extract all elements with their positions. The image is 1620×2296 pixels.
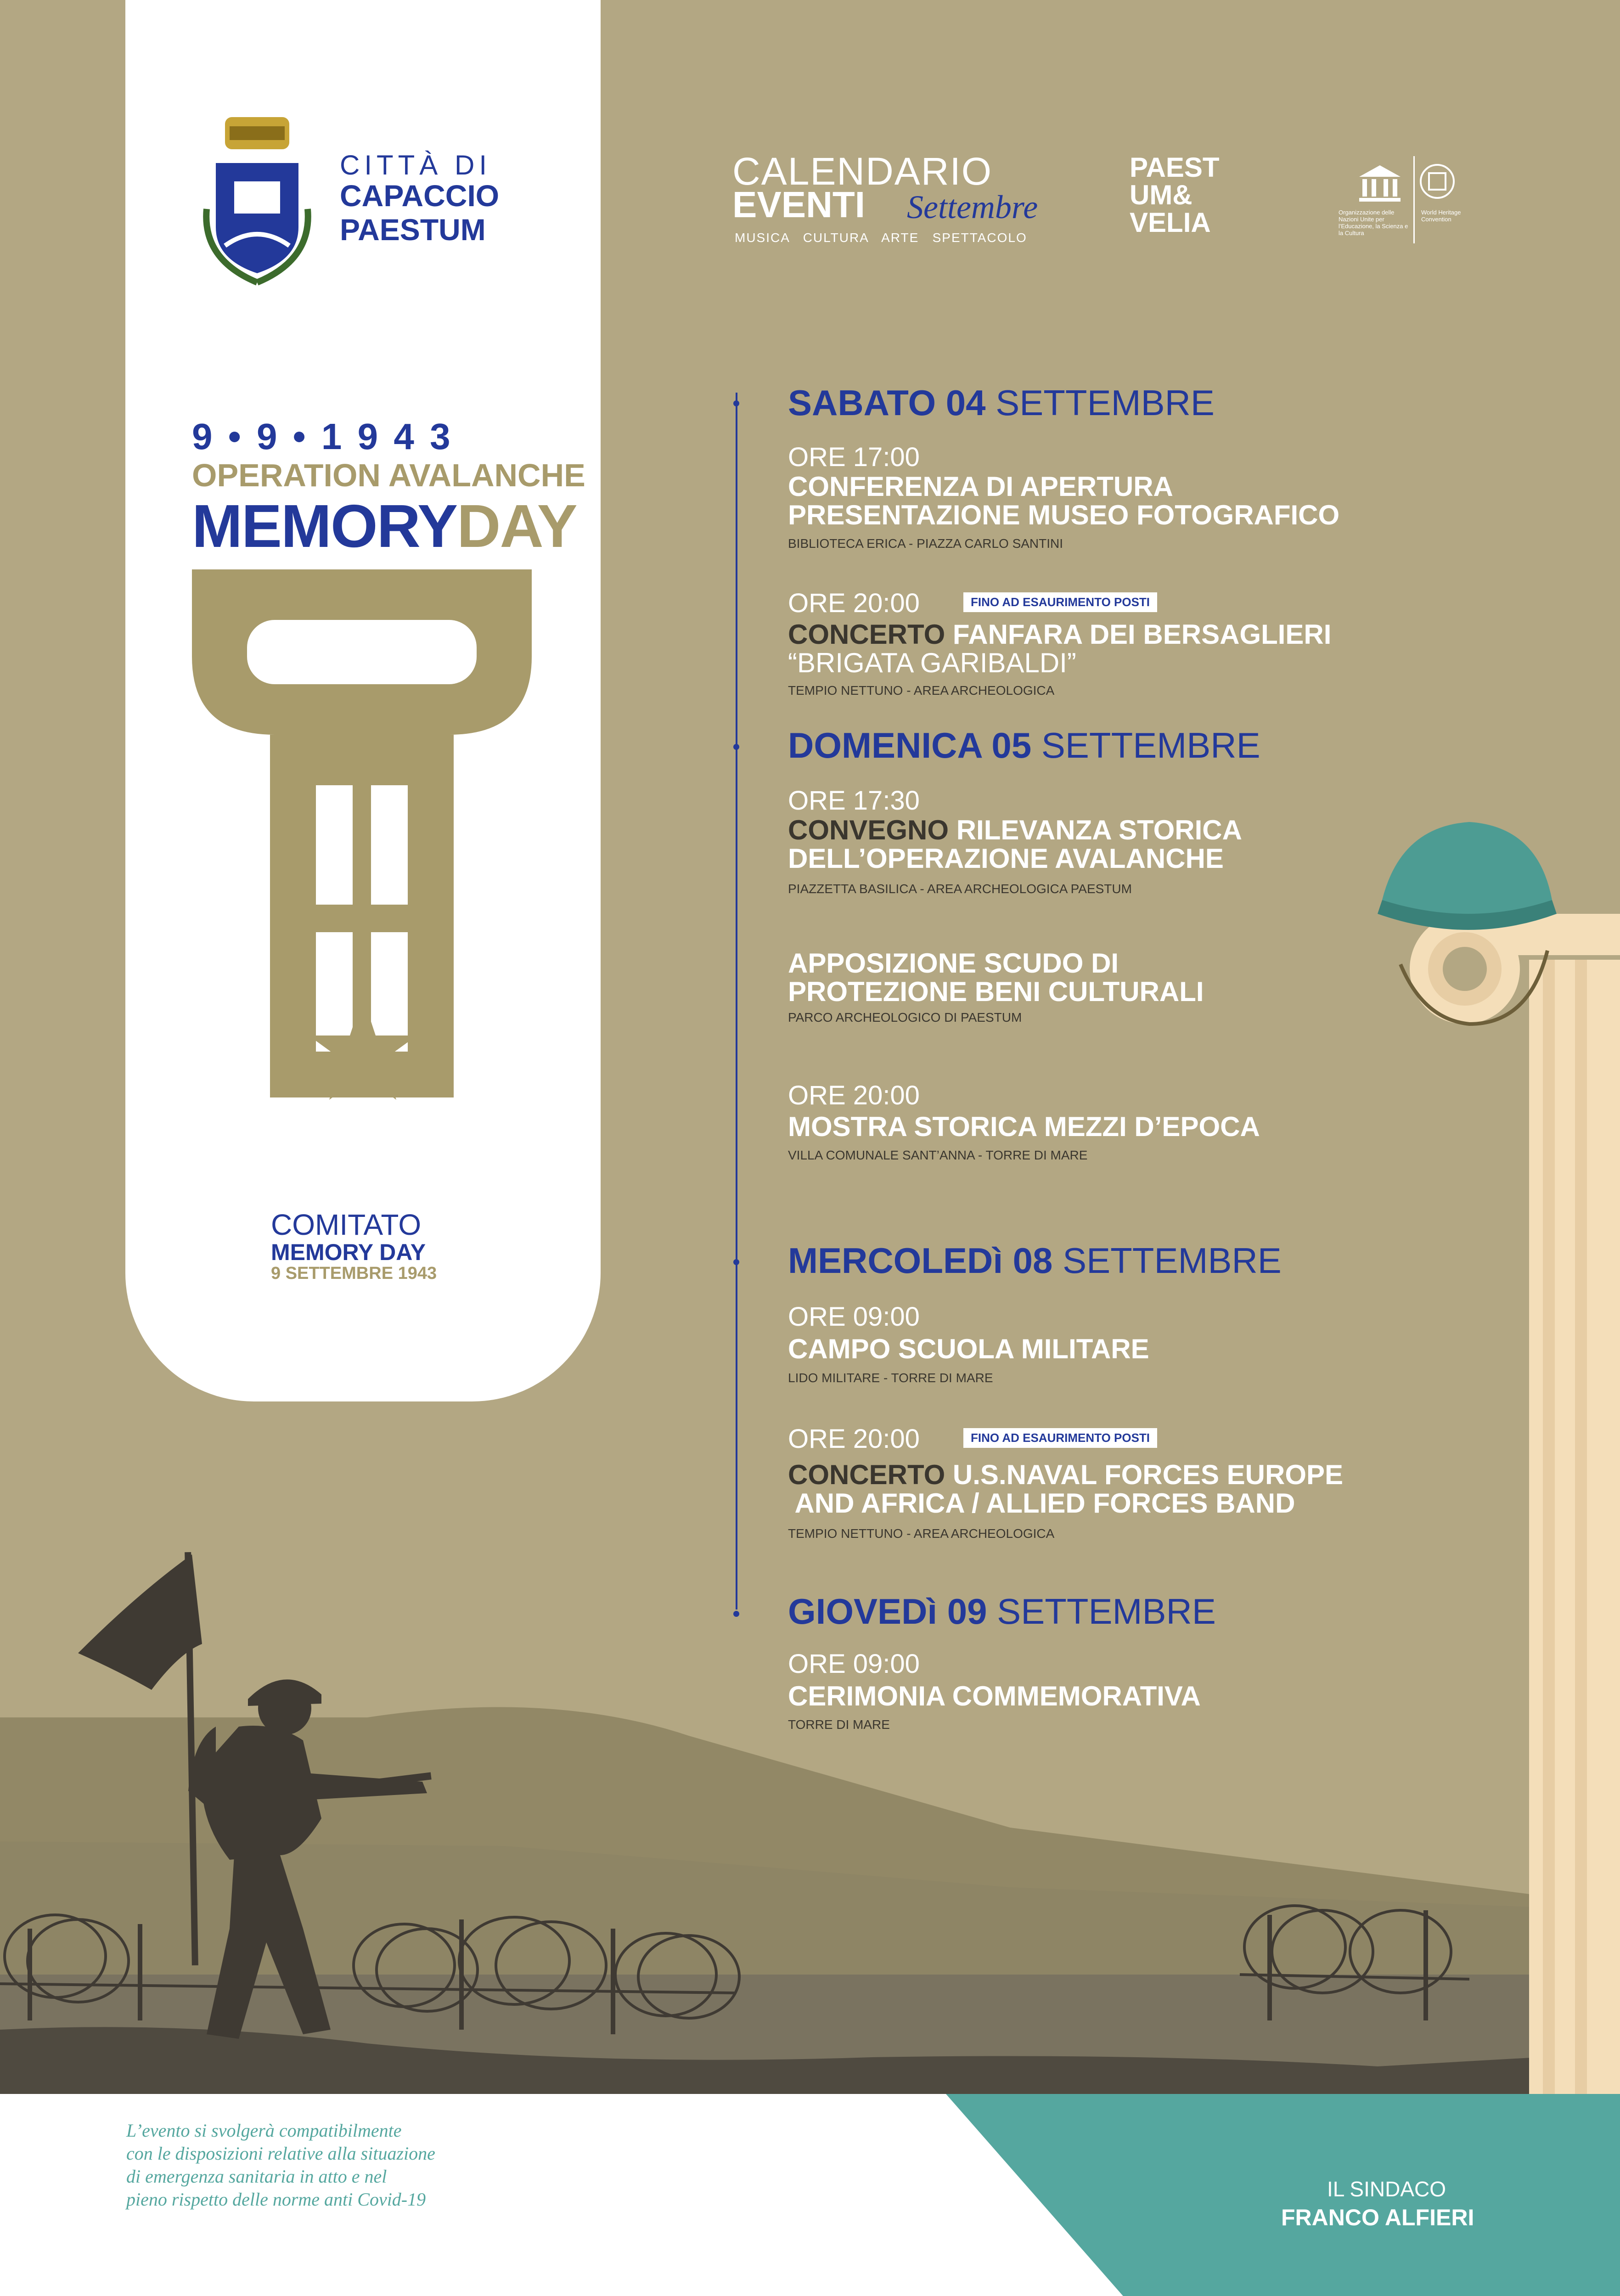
day-word: DAY (457, 492, 577, 560)
event-5-time: ORE 20:00 (788, 1080, 920, 1110)
event-3-title-1 (788, 816, 1242, 845)
covid-note (126, 2119, 435, 2211)
committee-line1: COMITATO (271, 1208, 422, 1241)
event-2-title-1 (788, 620, 1331, 649)
event-3-title-1-text: RILEVANZA STORICA (949, 815, 1242, 845)
event-1-title-2: PRESENTAZIONE MUSEO FOTOGRAFICO (788, 500, 1340, 530)
calendar-events: EVENTI (732, 184, 865, 225)
event-1-place: BIBLIOTECA ERICA - PIAZZA CARLO SANTINI (788, 536, 1063, 551)
event-2-title-1-text: FANFARA DEI BERSAGLIERI (945, 619, 1332, 650)
covid-note-line4: pieno rispetto delle norme anti Covid-19 (126, 2189, 426, 2210)
day-2-rest: SETTEMBRE (1031, 725, 1260, 765)
operation-avalanche: OPERATION AVALANCHE (192, 457, 585, 493)
event-7-title-1-text: U.S.NAVAL FORCES EUROPE (945, 1459, 1344, 1490)
event-3-keyword: CONVEGNO (788, 815, 949, 845)
event-4-title-2: PROTEZIONE BENI CULTURALI (788, 976, 1204, 1007)
footer-teal-shape (946, 2094, 1620, 2296)
committee-line3: 9 SETTEMBRE 1943 (271, 1264, 437, 1283)
day-2-bold: DOMENICA 05 (788, 725, 1032, 765)
event-2-keyword: CONCERTO (788, 619, 945, 650)
event-7-badge: FINO AD ESAURIMENTO POSTI (963, 1428, 1157, 1448)
day-1-rest: SETTEMBRE (985, 383, 1215, 423)
mayor-name: FRANCO ALFIERI (1281, 2205, 1474, 2230)
day-heading-2 (788, 725, 1260, 766)
timeline-dot (733, 1259, 739, 1265)
event-7-keyword: CONCERTO (788, 1459, 945, 1490)
event-2-title-2: “BRIGATA GARIBALDI” (788, 647, 1076, 678)
day-4-bold: GIOVEDì 09 (788, 1591, 987, 1632)
event-2-badge: FINO AD ESAURIMENTO POSTI (963, 592, 1157, 612)
calendar-title: CALENDARIO (732, 150, 993, 193)
day-4-rest: SETTEMBRE (987, 1591, 1216, 1632)
timeline-dot (733, 1611, 739, 1617)
event-7-place: TEMPIO NETTUNO - AREA ARCHEOLOGICA (788, 1526, 1055, 1541)
day-heading-1 (788, 382, 1215, 424)
city-name-line3: PAESTUM (340, 213, 486, 247)
event-5-place: VILLA COMUNALE SANT’ANNA - TORRE DI MARE (788, 1148, 1088, 1162)
event-1-time: ORE 17:00 (788, 442, 920, 472)
event-8-place: TORRE DI MARE (788, 1717, 890, 1732)
event-5-title-1: MOSTRA STORICA MEZZI D’EPOCA (788, 1111, 1260, 1142)
event-2-place: TEMPIO NETTUNO - AREA ARCHEOLOGICA (788, 683, 1055, 698)
timeline-dot (733, 744, 739, 750)
city-name-line1: CITTÀ DI (340, 150, 491, 180)
event-3-place: PIAZZETTA BASILICA - AREA ARCHEOLOGICA PAESTUM (788, 882, 1132, 896)
event-1-title-1: CONFERENZA DI APERTURA (788, 471, 1173, 502)
star-icon (308, 996, 418, 1102)
paestum-velia-logo (1130, 154, 1220, 236)
event-6-time: ORE 09:00 (788, 1302, 920, 1332)
day-heading-4 (788, 1591, 1216, 1632)
event-8-time: ORE 09:00 (788, 1649, 920, 1679)
covid-note-line3: di emergenza sanitaria in atto e nel (126, 2166, 387, 2187)
event-8-title-1: CERIMONIA COMMEMORATIVA (788, 1681, 1201, 1711)
memory-word: MEMORY (192, 492, 457, 560)
city-crest-icon (197, 108, 317, 287)
day-3-rest: SETTEMBRE (1052, 1240, 1282, 1281)
world-heritage-icon (1419, 163, 1456, 200)
memory-date: 9 • 9 • 1 9 4 3 (192, 416, 453, 457)
event-3-time: ORE 17:30 (788, 786, 920, 816)
event-7-time: ORE 20:00 (788, 1424, 920, 1454)
unesco-temple-icon (1357, 163, 1403, 204)
committee-line2: MEMORY DAY (271, 1239, 426, 1265)
whc-text: World Heritage Convention (1421, 209, 1461, 223)
event-4-title-1: APPOSIZIONE SCUDO DI (788, 948, 1119, 979)
event-6-place: LIDO MILITARE - TORRE DI MARE (788, 1371, 993, 1385)
unesco-text: Organizzazione delle Nazioni Unite per l'Educazione, la Scienza e la Cultura (1339, 209, 1408, 236)
paestum-logo-line1: PAEST (1130, 152, 1220, 183)
covid-note-line2: con le disposizioni relative alla situazione (126, 2143, 435, 2164)
event-6-title-1: CAMPO SCUOLA MILITARE (788, 1334, 1149, 1364)
event-2-time: ORE 20:00 (788, 588, 920, 618)
covid-note-line1: L’evento si svolgerà compatibilmente (126, 2120, 402, 2141)
logo-divider (1413, 156, 1415, 243)
calendar-tags: MUSICA CULTURA ARTE SPETTACOLO (735, 231, 1027, 245)
event-7-title-1 (788, 1460, 1343, 1490)
day-1-bold: SABATO 04 (788, 383, 986, 423)
memory-day-title (192, 491, 577, 561)
city-name-line2: CAPACCIO (340, 179, 500, 213)
paestum-logo-line2: UM& (1130, 180, 1192, 210)
day-heading-3 (788, 1240, 1282, 1282)
calendar-month: Settembre (907, 189, 1038, 225)
event-7-title-2: AND AFRICA / ALLIED FORCES BAND (788, 1488, 1295, 1519)
paestum-logo-line3: VELIA (1130, 207, 1211, 238)
timeline-dot (733, 400, 739, 406)
event-4-place: PARCO ARCHEOLOGICO DI PAESTUM (788, 1010, 1022, 1024)
mayor-title: IL SINDACO (1327, 2177, 1446, 2201)
day-3-bold: MERCOLEDì 08 (788, 1240, 1053, 1281)
event-3-title-2: DELL’OPERAZIONE AVALANCHE (788, 843, 1224, 874)
